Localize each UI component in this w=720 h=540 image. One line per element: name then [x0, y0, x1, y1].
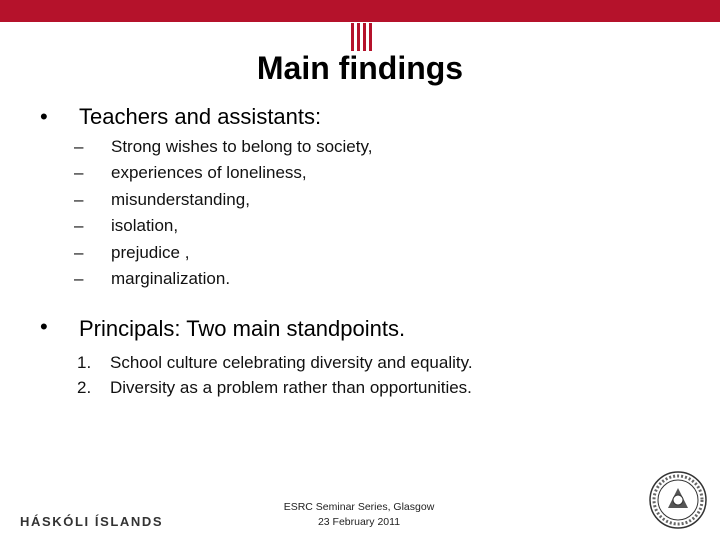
list-number: 1. — [77, 353, 92, 372]
university-wordmark: HÁSKÓLI ÍSLANDS — [20, 514, 164, 529]
university-pillars-icon — [346, 12, 376, 52]
dash-marker: – — [74, 268, 84, 288]
list-item — [77, 350, 637, 375]
list-item-text: prejudice , — [111, 242, 190, 262]
list-item — [74, 160, 494, 186]
bullet-marker: • — [40, 104, 48, 129]
bullet-marker: • — [40, 314, 48, 339]
section-heading-principals: Principals: Two main standpoints. — [79, 316, 406, 341]
teachers-findings-list — [74, 134, 494, 292]
event-name: ESRC Seminar Series, Glasgow — [283, 501, 435, 513]
list-item-text: marginalization. — [111, 268, 231, 288]
list-item-text: isolation, — [111, 216, 179, 236]
list-item — [74, 266, 494, 292]
university-seal-icon — [648, 470, 708, 530]
list-item-text: misunderstanding, — [111, 189, 250, 209]
list-item-text: School culture celebrating diversity and equality. — [110, 353, 473, 372]
list-item — [74, 240, 494, 266]
list-item-text: experiences of loneliness, — [111, 163, 307, 183]
list-item — [74, 134, 494, 160]
list-item — [74, 213, 494, 239]
dash-marker: – — [74, 242, 84, 262]
dash-marker: – — [74, 189, 84, 209]
dash-marker: – — [74, 216, 84, 236]
event-date: 23 February 2011 — [317, 516, 401, 528]
section-heading-teachers: Teachers and assistants: — [79, 104, 322, 129]
list-item — [77, 375, 637, 400]
list-item-text: Diversity as a problem rather than opportunities. — [110, 378, 472, 397]
principals-standpoints-list — [77, 350, 637, 400]
dash-marker: – — [74, 137, 84, 156]
dash-marker: – — [74, 163, 84, 183]
list-item-text: Strong wishes to belong to society, — [111, 137, 373, 156]
slide-title: Main findings — [256, 50, 464, 86]
list-item — [74, 187, 494, 213]
footer-event-info — [254, 500, 464, 530]
list-number: 2. — [77, 378, 92, 397]
